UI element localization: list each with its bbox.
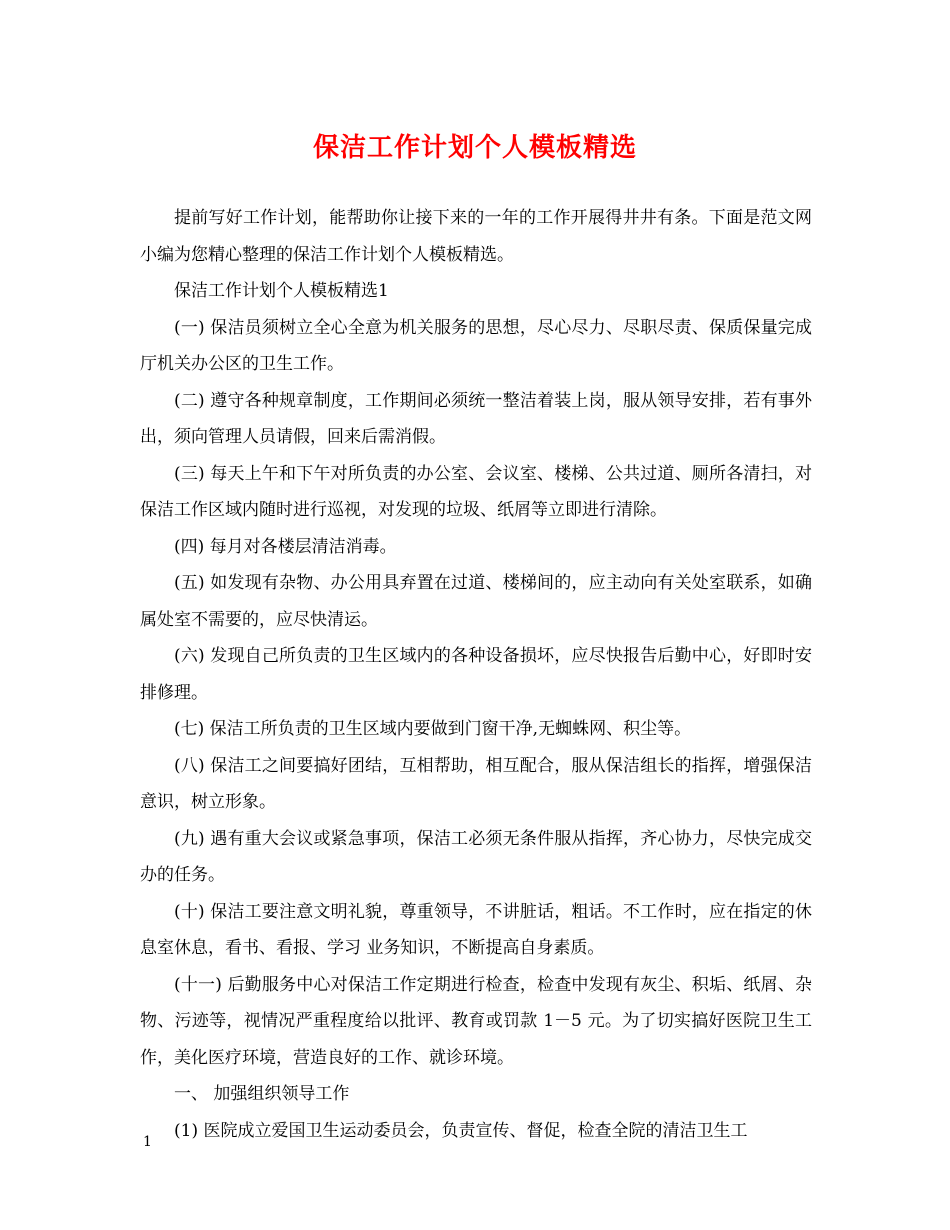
list-item: (四) 每月对各楼层清洁消毒。 [174,536,397,557]
list-item: (十) 保洁工要注意文明礼貌，尊重领导，不讲脏话，粗话。不工作时，应在指定的休息室休息，看书、看报、学习 业务知识，不断提高自身素质。 [140,901,812,958]
list-item: (六) 发现自己所负责的卫生区域内的各种设备损坏，应尽快报告后勤中心，好即时安排修理。 [140,646,812,703]
subsection-heading: 一、 加强组织领导工作 [174,1084,350,1104]
list-item: (五) 如发现有杂物、办公用具弃置在过道、楼梯间的，应主动向有关处室联系，如确属处室不需要的，应尽快清运。 [140,573,812,630]
list-item: (一) 保洁员须树立全心全意为机关服务的思想，尽心尽力、尽职尽责、保质保量完成厅机关办公区的卫生工作。 [140,317,812,374]
list-item: (八) 保洁工之间要搞好团结，互相帮助，相互配合，服从保洁组长的指挥，增强保洁意识，树立形象。 [140,755,812,812]
document-body [140,200,812,1149]
list-item: (三) 每天上午和下午对所负责的办公室、会议室、楼梯、公共过道、厕所各清扫，对保洁工作区域内随时进行巡视，对发现的垃圾、纸屑等立即进行清除。 [140,463,812,520]
list-item: (七) 保洁工所负责的卫生区域内要做到门窗干净,无蜘蛛网、积尘等。 [174,719,692,739]
list-item: (二) 遵守各种规章制度，工作期间必须统一整洁着装上岗，服从领导安排，若有事外出，须向管理人员请假，回来后需消假。 [140,390,812,447]
list-item: (十一) 后勤服务中心对保洁工作定期进行检查，检查中发现有灰尘、积垢、纸屑、杂物、污迹等，视情况严重程度给以批评、教育或罚款 1－5 元。为了切实搞好医院卫生工作，美化医疗环境，营造良好的工作、就诊环境。 [140,974,812,1068]
document-title: 保洁工作计划个人模板精选 [312,133,637,163]
page-number: 1 [143,1134,152,1150]
list-item: (1) 医院成立爱国卫生运动委员会，负责宣传、督促，检查全院的清洁卫生工 [174,1120,748,1141]
intro-paragraph: 提前写好工作计划，能帮助你让接下来的一年的工作开展得井井有条。下面是范文网小编为您精心整理的保洁工作计划个人模板精选。 [140,208,812,265]
list-item: (九) 遇有重大会议或紧急事项，保洁工必须无条件服从指挥，齐心协力，尽快完成交办的任务。 [140,828,812,885]
section-heading: 保洁工作计划个人模板精选1 [174,281,389,301]
